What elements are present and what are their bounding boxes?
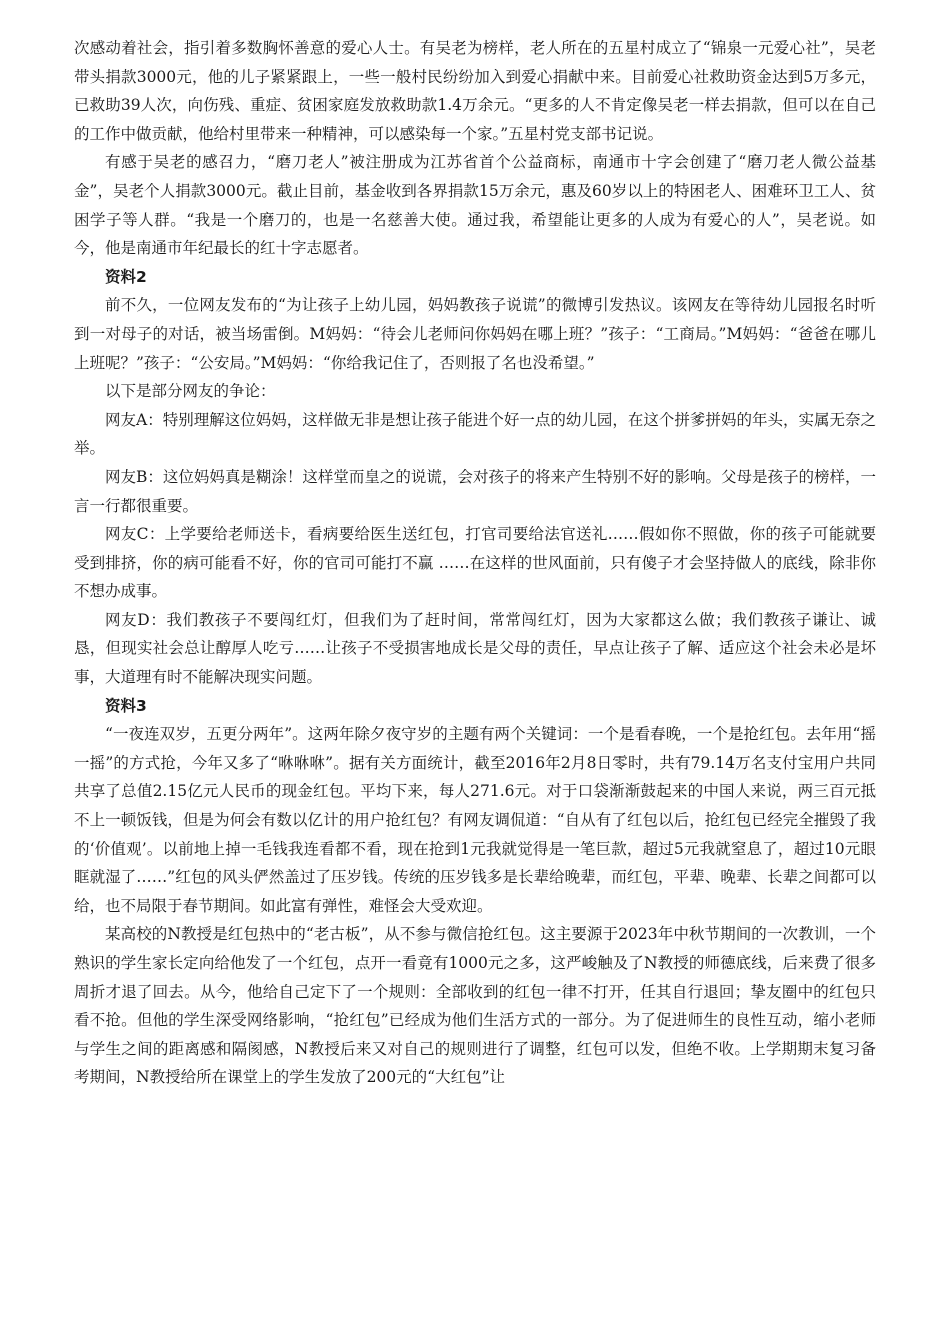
netizen-comment-a: 网友A：特别理解这位妈妈，这样做无非是想让孩子能进个好一点的幼儿园，在这个拼爹拼妈的年头，实属无奈之举。 [74,410,876,458]
netizen-comment-d: 网友D：我们教孩子不要闯红灯，但我们为了赶时间，常常闯红灯，因为大家都这么做；我们教孩子谦让、诚恳，但现实社会总让醇厚人吃亏……让孩子不受损害地成长是父母的责任，早点让孩子了解、适应这个社会未必是坏事，大道理有时不能解决现实问题。 [74,610,876,687]
netizen-comment-c: 网友C：上学要给老师送卡，看病要给医生送红包，打官司要给法官送礼……假如你不照做，你的孩子可能就要受到排挤，你的病可能看不好，你的官司可能打不赢 ……在这样的世风面前，只有傻子才会坚持做人的底线，除非你不想办成事。 [74,525,876,601]
section-heading-material-3: 资料3 [105,696,147,715]
section-heading-material-2: 资料2 [105,267,147,286]
paragraph: 有感于吴老的感召力，“磨刀老人”被注册成为江苏省首个公益商标，南通市十字会创建了“磨刀老人微公益基金”，吴老个人捐款3000元。截止目前，基金收到各界捐款15万余元，惠及60岁以上的特困老人、困难环卫工人、贫困学子等人群。“我是一个磨刀的，也是一名慈善大使。通过我，希望能让更多的人成为有爱心的人”，吴老说。如今，他是南通市年纪最长的红十字志愿者。 [74,153,876,258]
paragraph: 以下是部分网友的争论： [105,382,276,401]
paragraph: “一夜连双岁，五更分两年”。这两年除夕夜守岁的主题有两个关键词：一个是看春晚，一个是抢红包。去年用“摇一摇”的方式抢，今年又多了“咻咻咻”。据有关方面统计，截至2016年2月8日零时，共有79.14万名支付宝用户共同共享了总值2.15亿元人民币的现金红包。平均下来，每人271.6元。对于口袋渐渐鼓起来的中国人来说，两三百元抵不上一顿饭钱，但是为何会有数以亿计的用户抢红包？有网友调侃道：“自从有了红包以后，抢红包已经完全摧毁了我的‘价值观’。以前地上掉一毛钱我连看都不看，现在抢到1元我就觉得是一笔巨款，超过5元我就窒息了，超过10元眼眶就湿了……”红包的风头俨然盖过了压岁钱。传统的压岁钱多是长辈给晚辈，而红包，平辈、晚辈、长辈之间都可以给，也不局限于春节期间。如此富有弹性，难怪会大受欢迎。 [74,725,876,915]
paragraph: 次感动着社会，指引着多数胸怀善意的爱心人士。有吴老为榜样，老人所在的五星村成立了“锦泉一元爱心社”，吴老带头捐款3000元，他的儿子紧紧跟上，一些一般村民纷纷加入到爱心捐献中来。目前爱心社救助资金达到5万多元，已救助39人次，向伤残、重症、贫困家庭发放救助款1.4万余元。“更多的人不肯定像吴老一样去捐款，但可以在自己的工作中做贡献，他给村里带来一种精神，可以感染每一个家。”五星村党支部书记说。 [74,39,876,143]
paragraph: 某高校的N教授是红包热中的“老古板”，从不参与微信抢红包。这主要源于2023年中秋节期间的一次教训，一个熟识的学生家长定向给他发了一个红包，点开一看竟有1000元之多，这严峻触及了N教授的师德底线，后来费了很多周折才退了回去。从今，他给自己定下了一个规则：全部收到的红包一律不打开，任其自行退回；挚友圈中的红包只看不抢。但他的学生深受网络影响，“抢红包”已经成为他们生活方式的一部分。为了促进师生的良性互动，缩小老师与学生之间的距离感和隔阂感，N教授后来又对自己的规则进行了调整，红包可以发，但绝不收。上学期期末复习备考期间，N教授给所在课堂上的学生发放了200元的“大红包”让 [74,925,876,1087]
paragraph: 前不久，一位网友发布的“为让孩子上幼儿园，妈妈教孩子说谎”的微博引发热议。该网友在等待幼儿园报名时听到一对母子的对话，被当场雷倒。M妈妈：“待会儿老师问你妈妈在哪上班？”孩子：“工商局。”M妈妈：“爸爸在哪儿上班呢？”孩子：“公安局。”M妈妈：“你给我记住了，否则报了名也没希望。” [74,296,876,372]
netizen-comment-b: 网友B：这位妈妈真是糊涂！这样堂而皇之的说谎，会对孩子的将来产生特别不好的影响。父母是孩子的榜样，一言一行都很重要。 [74,467,876,515]
